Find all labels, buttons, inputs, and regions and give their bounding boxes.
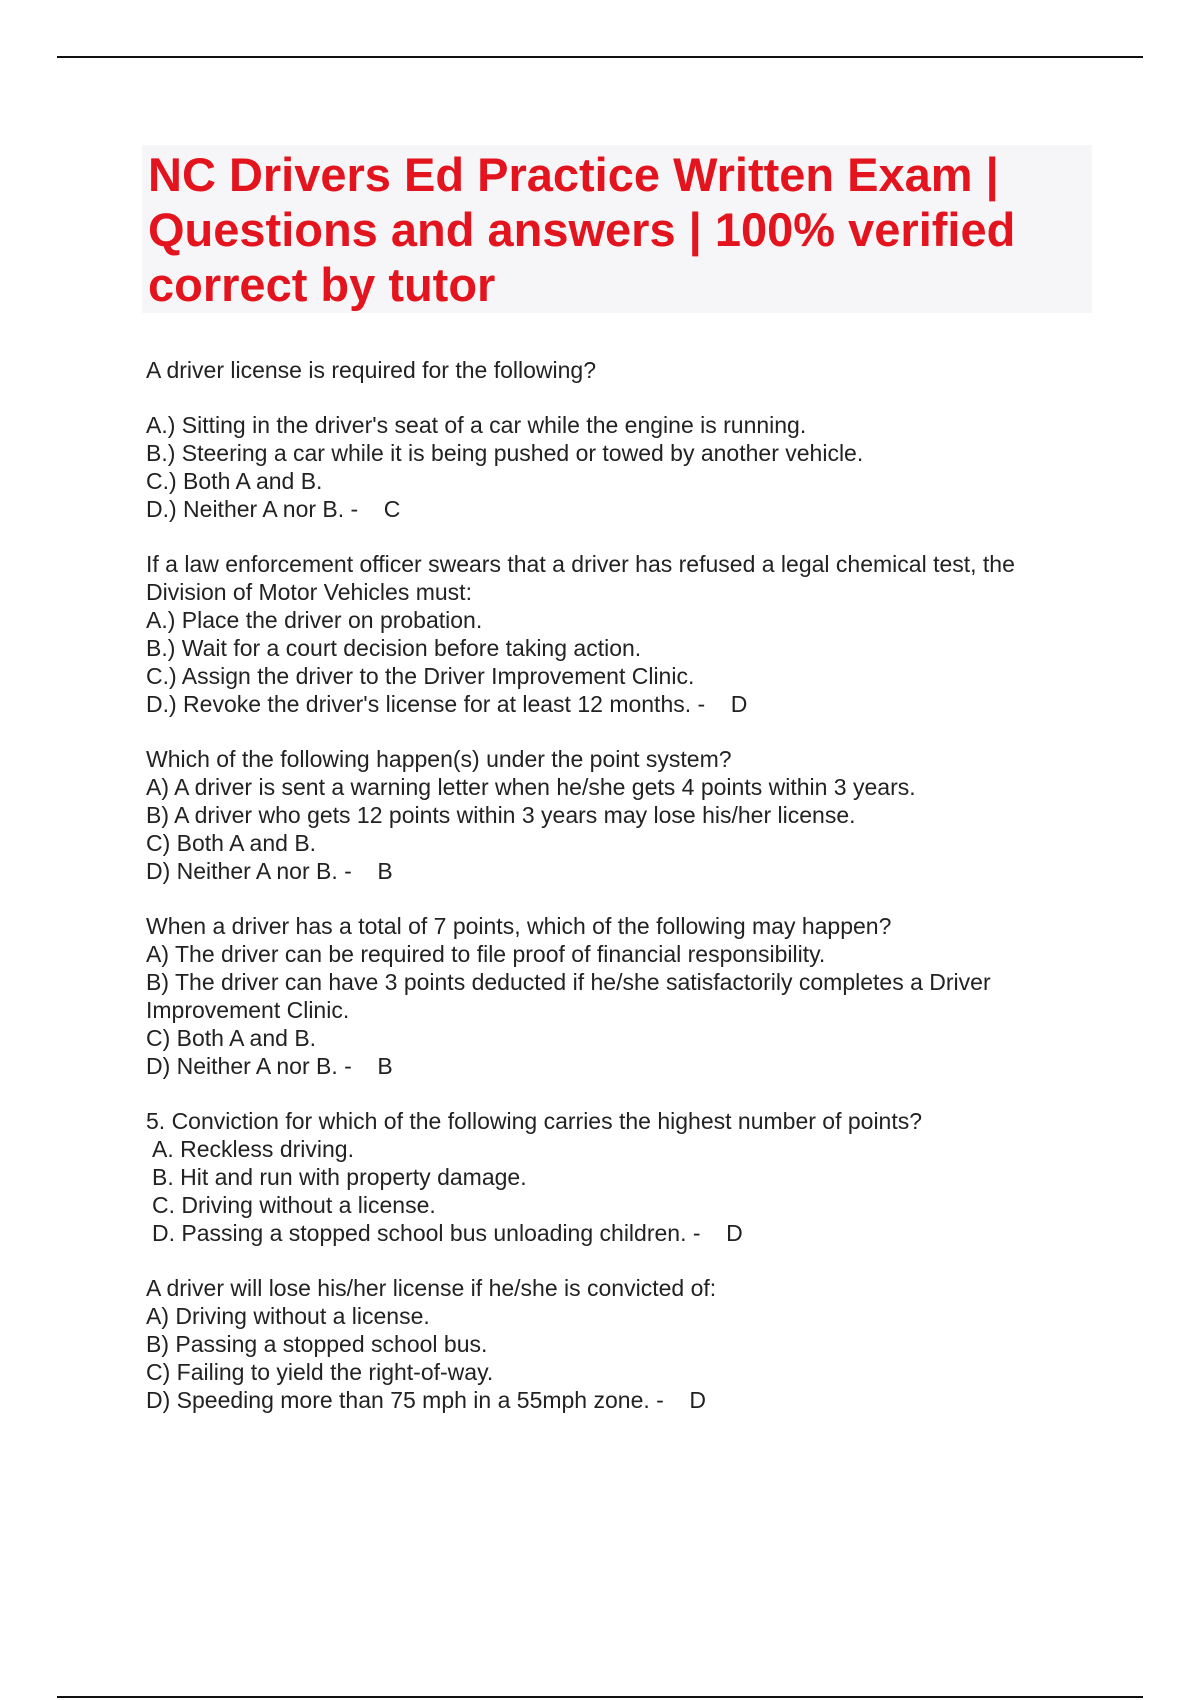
- question-3: [146, 745, 1096, 885]
- option-d: D. Passing a stopped school bus unloading children. -: [152, 1220, 701, 1246]
- option-a: A.) Place the driver on probation.: [146, 607, 483, 633]
- question-list: [146, 356, 1096, 1441]
- question-text: 5. Conviction for which of the following carries the highest number of points?: [146, 1108, 923, 1134]
- answer-key: D: [726, 1220, 743, 1246]
- question-4: [146, 912, 1096, 1080]
- question-5: [146, 1107, 1096, 1247]
- option-b: B) The driver can have 3 points deducted if he/she satisfactorily completes a Driver: [146, 969, 991, 995]
- answer-key: D: [689, 1387, 706, 1413]
- option-c: C.) Both A and B.: [146, 468, 323, 494]
- document-title: NC Drivers Ed Practice Written Exam | Questions and answers | 100% verified correct by tutor: [148, 148, 1016, 311]
- option-b: B. Hit and run with property damage.: [152, 1164, 527, 1190]
- question-text-line-2: Division of Motor Vehicles must:: [146, 579, 472, 605]
- question-6: [146, 1274, 1096, 1414]
- option-d: D) Speeding more than 75 mph in a 55mph zone. -: [146, 1387, 664, 1413]
- option-a: A. Reckless driving.: [152, 1136, 354, 1162]
- option-a: A) The driver can be required to file proof of financial responsibility.: [146, 941, 826, 967]
- option-c: C) Both A and B.: [146, 830, 317, 856]
- answer-key: C: [383, 496, 401, 522]
- option-b-continued: Improvement Clinic.: [146, 997, 350, 1023]
- question-text: Which of the following happen(s) under the point system?: [146, 746, 732, 772]
- answer-key: D: [730, 691, 748, 717]
- option-a: A.) Sitting in the driver's seat of a car while the engine is running.: [146, 412, 807, 438]
- option-c: C) Both A and B.: [146, 1025, 317, 1051]
- option-d-with-answer: [146, 857, 1096, 885]
- top-rule: [57, 56, 1143, 58]
- option-d-with-answer: [146, 1386, 1096, 1414]
- option-c: C.) Assign the driver to the Driver Improvement Clinic.: [146, 663, 695, 689]
- option-b: B.) Steering a car while it is being pushed or towed by another vehicle.: [146, 440, 864, 466]
- question-text: A driver will lose his/her license if he/she is convicted of:: [146, 1275, 717, 1301]
- option-b: B.) Wait for a court decision before taking action.: [146, 635, 642, 661]
- bottom-rule: [57, 1696, 1143, 1698]
- question-text: A driver license is required for the following?: [146, 357, 597, 383]
- option-d: D) Neither A nor B. -: [146, 858, 352, 884]
- option-c: C) Failing to yield the right-of-way.: [146, 1359, 494, 1385]
- question-1: [146, 356, 1096, 523]
- option-d: D.) Revoke the driver's license for at least 12 months. -: [146, 691, 706, 717]
- option-d: D.) Neither A nor B. -: [146, 496, 359, 522]
- option-c: C. Driving without a license.: [152, 1192, 436, 1218]
- question-2: [146, 550, 1096, 718]
- answer-key: B: [377, 858, 393, 884]
- option-d-with-answer: [146, 495, 1096, 523]
- option-a: A) A driver is sent a warning letter when he/she gets 4 points within 3 years.: [146, 774, 916, 800]
- question-text: When a driver has a total of 7 points, which of the following may happen?: [146, 913, 892, 939]
- option-d-with-answer: [146, 1052, 1096, 1080]
- question-text-line-1: If a law enforcement officer swears that a driver has refused a legal chemical test, the: [146, 551, 1015, 577]
- option-a: A) Driving without a license.: [146, 1303, 430, 1329]
- option-b: B) Passing a stopped school bus.: [146, 1331, 488, 1357]
- title-box: [142, 145, 1092, 313]
- answer-key: B: [377, 1053, 393, 1079]
- option-d-with-answer: [146, 690, 1096, 718]
- option-d-with-answer: [146, 1219, 1096, 1247]
- option-b: B) A driver who gets 12 points within 3 years may lose his/her license.: [146, 802, 856, 828]
- option-d: D) Neither A nor B. -: [146, 1053, 352, 1079]
